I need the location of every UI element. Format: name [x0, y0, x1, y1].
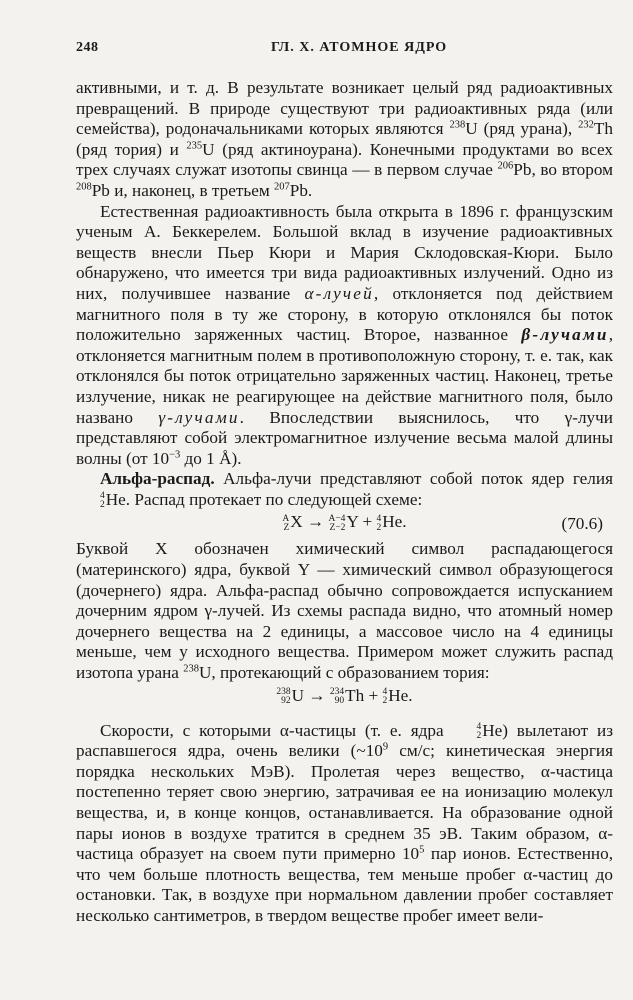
- page-body: [76, 78, 613, 927]
- paragraph-alpha-particle-speeds: Скорости, с которыми α-частицы (т. е. ядра 4 2 He) вылетают из распавшегося ядра, очень велики ($\sim 10^9$ см/с; кинетическая энергия порядка нескольких МэВ). Пролетая через вещество, α-частица постепенно теряет свою энергию, затрачивая ее на ионизацию молекул вещества, и, в конце концов, останавливается. На образование одной пары ионов в воздухе тратится в среднем 35 эВ. Таким образом, α-частица образует на своем пути примерно $10^5$ пар ионов. Естественно, что чем больше плотность вещества, тем меньше пробег α-частиц до остановки. Так, в воздухе при нормальном давлении пробег составляет несколько сантиметров, в твердом веществе пробег имеет вели-: [76, 720, 614, 925]
- equation-uranium-decay: 238 92 U → 234 90 Th + 4 2 He.: [276, 685, 413, 706]
- paragraph-discovery: Естественная радиоактивность была открыта в 1896 г. французским ученым А. Беккерелем. Большой вклад в изучение радиоактивных веществ внесли Пьер Кюри и Мария Склодовская-Кюри. Было обнаружено, что имеется три вида радиоактивных излучений. Одно из них, получившее название α-лучей, отклоняется под действием магнитного поля в ту же сторону, в которую отклонялся бы поток положительно заряженных частиц. Второе, названное β-лучами, отклоняется магнитным полем в противоположную сторону, т. е. так, как отклонялся бы поток отрицательно заряженных частиц. Наконец, третье излучение, никак не реагирующее на действие магнитного поля, было названо γ-лучами. Впоследствии выяснилось, что γ-лучи представляют собой электромагнитное излучение весьма малой длины волны (от $10^{-3}$ до 1 Å).: [76, 201, 613, 468]
- page-number: 248: [76, 40, 99, 55]
- term-alpha-rays: α-лучей: [304, 283, 374, 303]
- term-beta-rays: β-лучами: [521, 325, 609, 345]
- section-heading-alpha-decay: Альфа-распад.: [100, 469, 215, 489]
- paragraph-decay-explanation: Буквой X обозначен химический символ распадающегося (материнского) ядра, буквой Y — химический символ образующегося (дочернего) ядра. Альфа-распад обычно сопровождается испусканием дочерним ядром γ-лучей. Из схемы распада видно, что атомный номер дочернего вещества на 2 единицы, а массовое число на 4 единицы меньше, чем у исходного вещества. Примером может служить распад изотопа урана $^{238}$U, протекающий с образованием тория:: [76, 539, 613, 683]
- page-header: [76, 40, 619, 60]
- term-gamma-rays: γ-лучами: [158, 407, 240, 427]
- equation-alpha-decay-scheme: A Z X → A−4 Z−2 Y + 4 2 He. (70.6): [282, 512, 603, 534]
- paragraph-alpha-decay-intro: Альфа-распад. Альфа-лучи представляют собой поток ядер гелия 4 2 He. Распад протекает по следующей схеме:: [100, 469, 613, 510]
- paragraph-radioactive-series: активными, и т. д. В результате возникает целый ряд радиоактивных превращений. В природе существуют три радиоактивных ряда (или семейства), родоначальниками которых являются $^{238}$U (ряд урана), $^{232}$Th (ряд тория) и $^{235}$U (ряд актиноурана). Конечными продуктами во всех трех случаях служат изотопы свинца — в первом случае $^{206}$Pb, во втором $^{208}$Pb и, наконец, в третьем $^{207}$Pb.: [76, 78, 613, 200]
- equation-number: (70.6): [561, 514, 603, 534]
- running-title: ГЛ. X. АТОМНОЕ ЯДРО: [271, 40, 448, 55]
